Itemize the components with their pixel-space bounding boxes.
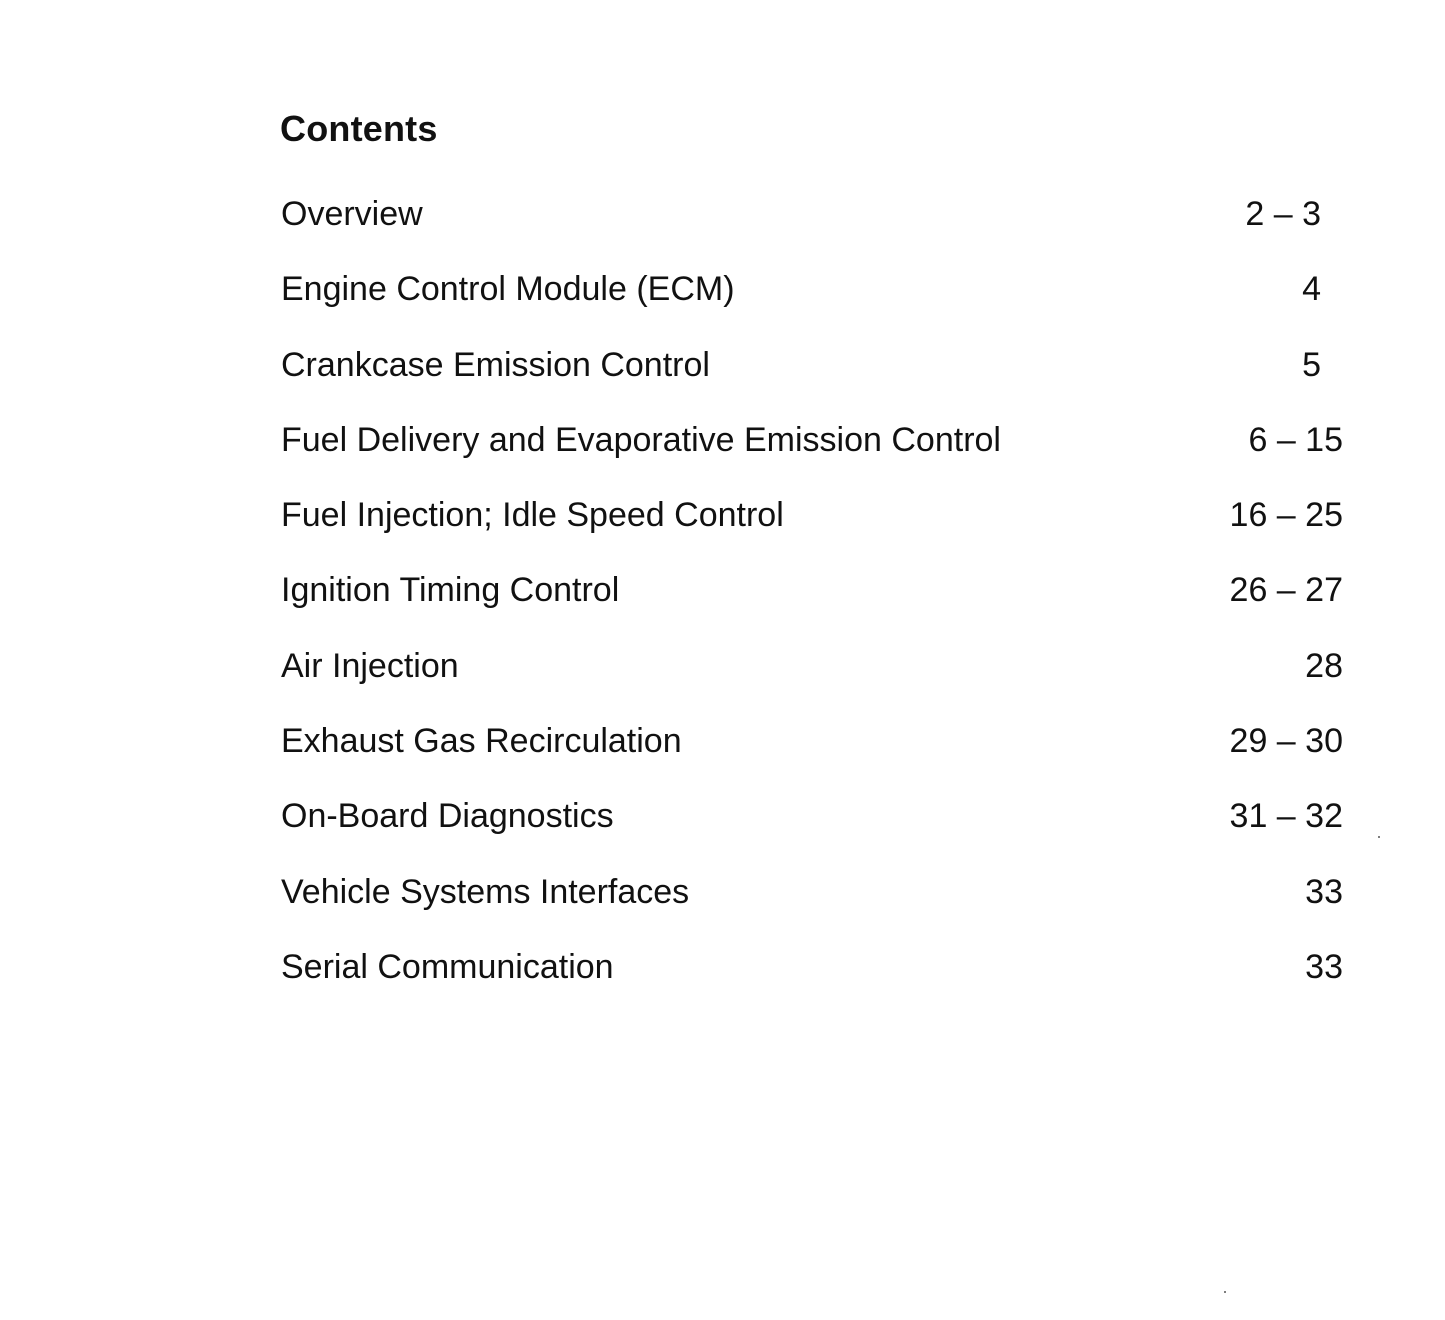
toc-entry-title: Air Injection bbox=[281, 646, 459, 685]
toc-entry-title: Overview bbox=[281, 195, 423, 233]
toc-entry-pages: 26 – 27 bbox=[1229, 571, 1343, 610]
toc-entry-title: Fuel Injection; Idle Speed Control bbox=[281, 496, 784, 535]
toc-entry-title: Fuel Delivery and Evaporative Emission Control bbox=[281, 420, 1001, 459]
toc-entry bbox=[281, 416, 1343, 491]
scan-speck bbox=[1378, 836, 1380, 838]
scan-speck bbox=[1224, 1291, 1226, 1293]
toc-entry bbox=[281, 566, 1343, 641]
toc-entry bbox=[281, 792, 1343, 867]
toc-entry-pages: 2 – 3 bbox=[1245, 195, 1321, 233]
toc-entry-pages: 33 bbox=[1305, 947, 1343, 986]
toc-entry bbox=[281, 265, 1343, 340]
toc-entry-pages: 4 bbox=[1302, 270, 1321, 309]
table-of-contents bbox=[281, 190, 1343, 1018]
toc-entry-title: Vehicle Systems Interfaces bbox=[281, 872, 690, 911]
toc-entry bbox=[281, 341, 1343, 416]
toc-entry-title: Engine Control Module (ECM) bbox=[281, 270, 735, 309]
toc-entry-pages: 6 – 15 bbox=[1248, 420, 1343, 459]
toc-entry-pages: 16 – 25 bbox=[1229, 496, 1343, 535]
toc-entry bbox=[281, 717, 1343, 792]
toc-entry bbox=[281, 868, 1343, 943]
toc-entry-title: Exhaust Gas Recirculation bbox=[281, 722, 682, 761]
toc-entry-pages: 28 bbox=[1305, 646, 1343, 685]
toc-entry-title: Ignition Timing Control bbox=[281, 571, 620, 610]
toc-entry bbox=[281, 190, 1343, 265]
toc-entry-pages: 31 – 32 bbox=[1229, 797, 1343, 836]
toc-entry-pages: 33 bbox=[1305, 872, 1343, 911]
toc-entry-title: On-Board Diagnostics bbox=[281, 797, 614, 836]
toc-entry-pages: 5 bbox=[1302, 345, 1321, 384]
toc-entry-title: Serial Communication bbox=[281, 947, 614, 986]
toc-entry bbox=[281, 642, 1343, 717]
toc-entry-title: Crankcase Emission Control bbox=[281, 345, 710, 384]
toc-entry bbox=[281, 943, 1343, 1018]
page-title: Contents bbox=[280, 108, 438, 149]
toc-entry-pages: 29 – 30 bbox=[1229, 722, 1343, 761]
toc-entry bbox=[281, 491, 1343, 566]
